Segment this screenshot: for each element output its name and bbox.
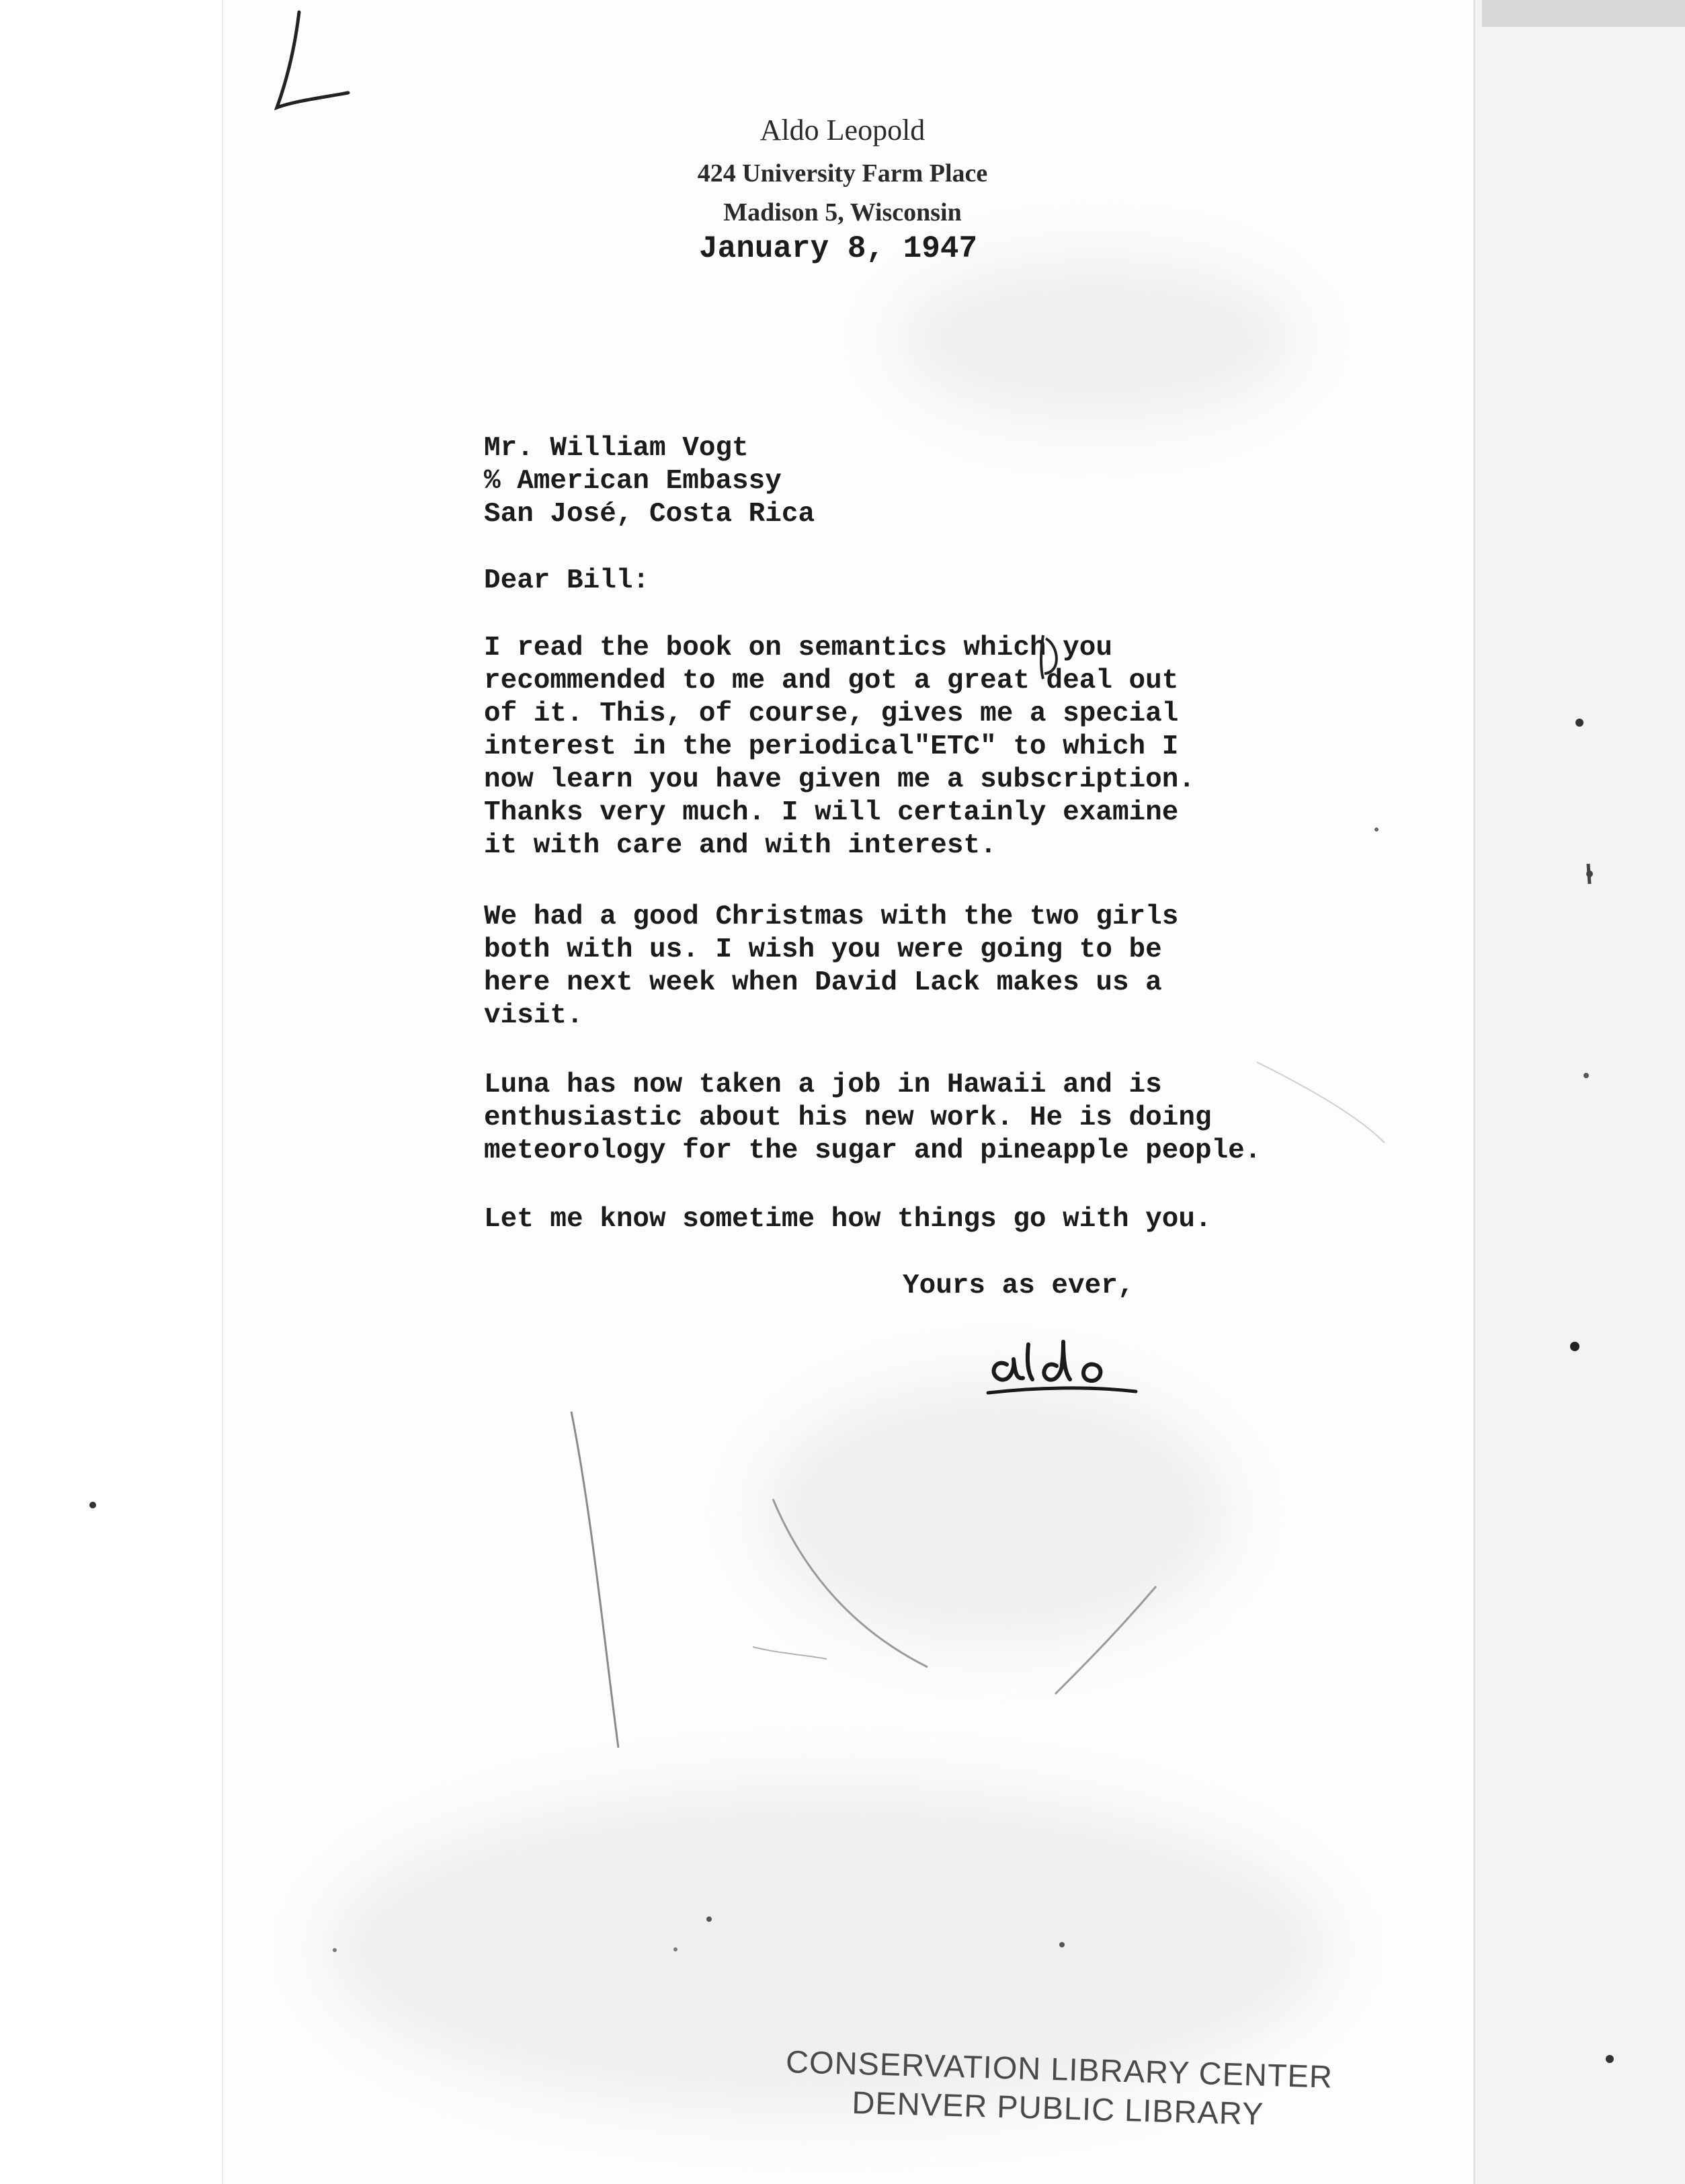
handwritten-signature [981, 1318, 1143, 1398]
body-paragraph [484, 901, 1178, 1033]
body-line: here next week when David Lack makes us a [484, 967, 1162, 998]
letter-date: January 8, 1947 [699, 231, 978, 266]
body-paragraph [484, 1203, 1212, 1236]
stamp-line-2: DENVER PUBLIC LIBRARY [851, 2084, 1265, 2132]
salutation: Dear Bill: [484, 565, 650, 596]
scanner-backdrop [1472, 0, 1685, 2184]
letterhead-street: 424 University Farm Place [697, 159, 988, 188]
paper-smudge [761, 1378, 1231, 1647]
stamp-line-1: CONSERVATION LIBRARY CENTER [785, 2043, 1333, 2095]
letterhead-city: Madison 5, Wisconsin [723, 198, 962, 227]
body-line: Luna has now taken a job in Hawaii and is [484, 1069, 1162, 1100]
body-line: Let me know sometime how things go with you. [484, 1204, 1212, 1235]
body-line: now learn you have given me a subscription. [484, 764, 1195, 795]
body-paragraph [484, 632, 1195, 862]
body-line: interest in the periodical"ETC" to which I [484, 731, 1179, 762]
body-line: it with care and with interest. [484, 830, 997, 861]
body-line: of it. This, of course, gives me a special [484, 698, 1179, 729]
handwritten-file-mark [269, 7, 356, 121]
body-paragraph [484, 1069, 1261, 1168]
recipient-city: San José, Costa Rica [484, 499, 815, 530]
recipient-name: Mr. William Vogt [484, 433, 749, 464]
body-line: meteorology for the sugar and pineapple people. [484, 1135, 1262, 1166]
body-line: enthusiastic about his new work. He is doing [484, 1102, 1212, 1133]
paper-smudge [895, 255, 1299, 423]
body-line: recommended to me and got a great deal out [484, 665, 1179, 696]
closing: Yours as ever, [903, 1270, 1135, 1301]
scanner-shadow [1482, 0, 1685, 27]
body-line: I read the book on semantics which you [484, 633, 1112, 663]
body-line: both with us. I wish you were going to be [484, 934, 1162, 965]
recipient-care-of: % American Embassy [484, 466, 782, 497]
letterhead-name: Aldo Leopold [759, 114, 926, 147]
library-stamp [784, 2042, 1333, 2136]
body-line: Thanks very much. I will certainly examine [484, 797, 1179, 828]
body-line: visit. [484, 1000, 583, 1031]
body-line: We had a good Christmas with the two girls [484, 901, 1179, 932]
